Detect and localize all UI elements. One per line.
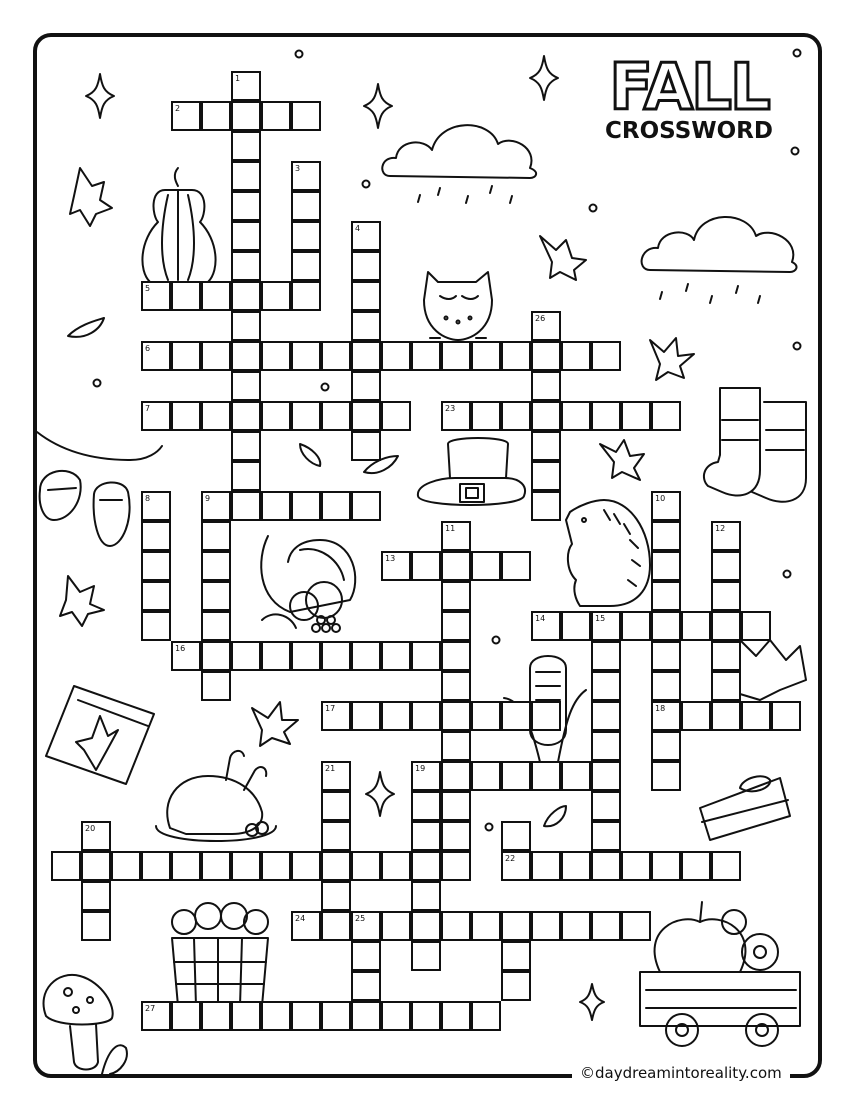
- grid-cell[interactable]: [561, 911, 591, 941]
- clue-number: 27: [145, 1004, 156, 1013]
- grid-cell[interactable]: [621, 401, 651, 431]
- grid-cell[interactable]: [171, 1001, 201, 1031]
- clue-number: 20: [85, 824, 96, 833]
- grid-cell[interactable]: [711, 671, 741, 701]
- grid-cell[interactable]: [381, 701, 411, 731]
- grid-cell[interactable]: [351, 281, 381, 311]
- grid-cell[interactable]: [231, 341, 261, 371]
- grid-cell[interactable]: [201, 281, 231, 311]
- grid-cell[interactable]: [441, 671, 471, 701]
- grid-cell[interactable]: [441, 611, 471, 641]
- grid-cell[interactable]: [261, 281, 291, 311]
- grid-cell[interactable]: [351, 431, 381, 461]
- clue-number: 3: [295, 164, 301, 173]
- clue-number: 24: [295, 914, 306, 923]
- grid-cell[interactable]: [711, 581, 741, 611]
- grid-cell[interactable]: [141, 851, 171, 881]
- grid-cell[interactable]: [351, 701, 381, 731]
- grid-cell[interactable]: [441, 341, 471, 371]
- grid-cell[interactable]: [591, 731, 621, 761]
- grid-cell[interactable]: [501, 761, 531, 791]
- grid-cell[interactable]: [261, 641, 291, 671]
- grid-cell[interactable]: [261, 851, 291, 881]
- grid-cell[interactable]: [351, 371, 381, 401]
- grid-cell[interactable]: [591, 671, 621, 701]
- grid-cell[interactable]: [411, 641, 441, 671]
- grid-cell[interactable]: [531, 761, 561, 791]
- clue-number: 11: [445, 524, 456, 533]
- grid-cell[interactable]: [261, 101, 291, 131]
- grid-cell[interactable]: [591, 641, 621, 671]
- grid-cell[interactable]: [411, 1001, 441, 1031]
- grid-cell[interactable]: [651, 521, 681, 551]
- grid-cell[interactable]: [591, 341, 621, 371]
- grid-cell[interactable]: [561, 611, 591, 641]
- clue-number: 2: [175, 104, 181, 113]
- grid-cell[interactable]: [621, 911, 651, 941]
- grid-cell[interactable]: [471, 701, 501, 731]
- clue-number: 23: [445, 404, 456, 413]
- grid-cell[interactable]: [651, 551, 681, 581]
- grid-cell[interactable]: [561, 341, 591, 371]
- grid-cell[interactable]: [531, 491, 561, 521]
- grid-cell[interactable]: [201, 101, 231, 131]
- grid-cell[interactable]: [411, 551, 441, 581]
- page-title: [594, 51, 784, 144]
- grid-cell[interactable]: [651, 851, 681, 881]
- title-line-1: FALL: [609, 51, 769, 125]
- grid-cell[interactable]: [351, 1001, 381, 1031]
- grid-cell[interactable]: [381, 851, 411, 881]
- grid-cell[interactable]: [561, 761, 591, 791]
- grid-cell[interactable]: [501, 341, 531, 371]
- grid-cell[interactable]: [231, 311, 261, 341]
- grid-cell[interactable]: [321, 881, 351, 911]
- grid-cell[interactable]: [231, 251, 261, 281]
- grid-cell[interactable]: [711, 641, 741, 671]
- grid-cell[interactable]: [651, 581, 681, 611]
- grid-cell[interactable]: [531, 341, 561, 371]
- grid-cell[interactable]: [261, 401, 291, 431]
- grid-cell[interactable]: [231, 401, 261, 431]
- grid-cell[interactable]: [201, 341, 231, 371]
- grid-cell[interactable]: [441, 551, 471, 581]
- grid-cell[interactable]: [231, 161, 261, 191]
- grid-cell[interactable]: [681, 611, 711, 641]
- clue-number: 1: [235, 74, 241, 83]
- grid-cell[interactable]: [441, 701, 471, 731]
- grid-cell[interactable]: [711, 851, 741, 881]
- grid-cell[interactable]: [441, 641, 471, 671]
- grid-cell[interactable]: [201, 851, 231, 881]
- clue-number: 6: [145, 344, 151, 353]
- grid-cell[interactable]: [651, 611, 681, 641]
- grid-cell[interactable]: [411, 911, 441, 941]
- grid-cell[interactable]: [651, 761, 681, 791]
- clue-number: 19: [415, 764, 426, 773]
- grid-cell[interactable]: [291, 1001, 321, 1031]
- grid-cell[interactable]: [441, 1001, 471, 1031]
- title-line-2: CROSSWORD: [605, 118, 773, 144]
- grid-cell[interactable]: [741, 701, 771, 731]
- grid-cell[interactable]: [471, 401, 501, 431]
- grid-cell[interactable]: [501, 551, 531, 581]
- grid-cell[interactable]: [651, 731, 681, 761]
- grid-cell[interactable]: [651, 671, 681, 701]
- grid-cell[interactable]: [711, 701, 741, 731]
- grid-cell[interactable]: [261, 341, 291, 371]
- grid-cell[interactable]: [561, 851, 591, 881]
- grid-cell[interactable]: [501, 941, 531, 971]
- grid-cell[interactable]: [591, 701, 621, 731]
- grid-cell[interactable]: [171, 851, 201, 881]
- grid-cell[interactable]: [531, 851, 561, 881]
- grid-cell[interactable]: [291, 101, 321, 131]
- grid-cell[interactable]: [141, 521, 171, 551]
- grid-cell[interactable]: [231, 221, 261, 251]
- grid-cell[interactable]: [441, 791, 471, 821]
- grid-cell[interactable]: [441, 821, 471, 851]
- grid-cell[interactable]: [231, 1001, 261, 1031]
- grid-cell[interactable]: [531, 461, 561, 491]
- grid-cell[interactable]: [471, 1001, 501, 1031]
- clue-number: 21: [325, 764, 336, 773]
- grid-cell[interactable]: [591, 761, 621, 791]
- grid-cell[interactable]: [351, 341, 381, 371]
- grid-cell[interactable]: [621, 851, 651, 881]
- grid-cell[interactable]: [441, 851, 471, 881]
- grid-cell[interactable]: [321, 641, 351, 671]
- grid-cell[interactable]: [531, 431, 561, 461]
- grid-cell[interactable]: [381, 341, 411, 371]
- grid-cell[interactable]: [501, 701, 531, 731]
- grid-cell[interactable]: [261, 1001, 291, 1031]
- grid-cell[interactable]: [291, 251, 321, 281]
- grid-cell[interactable]: [381, 1001, 411, 1031]
- grid-cell[interactable]: [711, 611, 741, 641]
- grid-cell[interactable]: [201, 611, 231, 641]
- grid-cell[interactable]: [351, 401, 381, 431]
- grid-cell[interactable]: [321, 401, 351, 431]
- grid-cell[interactable]: [231, 851, 261, 881]
- clue-number: 12: [715, 524, 726, 533]
- grid-cell[interactable]: [291, 221, 321, 251]
- grid-cell[interactable]: [291, 341, 321, 371]
- grid-cell[interactable]: [471, 911, 501, 941]
- clue-number: 14: [535, 614, 546, 623]
- grid-cell[interactable]: [231, 491, 261, 521]
- grid-cell[interactable]: [351, 641, 381, 671]
- grid-cell[interactable]: [591, 821, 621, 851]
- grid-cell[interactable]: [411, 821, 441, 851]
- grid-cell[interactable]: [291, 851, 321, 881]
- grid-cell[interactable]: [411, 851, 441, 881]
- grid-cell[interactable]: [501, 401, 531, 431]
- grid-cell[interactable]: [291, 491, 321, 521]
- grid-cell[interactable]: [171, 401, 201, 431]
- grid-cell[interactable]: [231, 101, 261, 131]
- grid-cell[interactable]: [291, 401, 321, 431]
- grid-cell[interactable]: [381, 401, 411, 431]
- grid-cell[interactable]: [321, 821, 351, 851]
- grid-cell[interactable]: [321, 1001, 351, 1031]
- grid-cell[interactable]: [501, 911, 531, 941]
- grid-cell[interactable]: [441, 581, 471, 611]
- grid-cell[interactable]: [111, 851, 141, 881]
- grid-cell[interactable]: [291, 281, 321, 311]
- clue-number: 15: [595, 614, 606, 623]
- grid-cell[interactable]: [621, 611, 651, 641]
- grid-cell[interactable]: [201, 671, 231, 701]
- grid-cell[interactable]: [321, 491, 351, 521]
- grid-cell[interactable]: [321, 791, 351, 821]
- grid-cell[interactable]: [531, 911, 561, 941]
- clue-number: 22: [505, 854, 516, 863]
- grid-cell[interactable]: [411, 881, 441, 911]
- grid-cell[interactable]: [351, 311, 381, 341]
- grid-cell[interactable]: [531, 371, 561, 401]
- grid-cell[interactable]: [351, 491, 381, 521]
- grid-cell[interactable]: [201, 641, 231, 671]
- grid-cell[interactable]: [351, 851, 381, 881]
- clue-number: 7: [145, 404, 151, 413]
- grid-cell[interactable]: [441, 911, 471, 941]
- grid-cell[interactable]: [441, 731, 471, 761]
- grid-cell[interactable]: [81, 881, 111, 911]
- grid-cell[interactable]: [411, 791, 441, 821]
- grid-cell[interactable]: [231, 371, 261, 401]
- grid-cell[interactable]: [651, 401, 681, 431]
- grid-cell[interactable]: [771, 701, 801, 731]
- grid-cell[interactable]: [681, 701, 711, 731]
- grid-cell[interactable]: [291, 191, 321, 221]
- grid-cell[interactable]: [141, 611, 171, 641]
- grid-cell[interactable]: [231, 191, 261, 221]
- grid-cell[interactable]: [171, 341, 201, 371]
- grid-cell[interactable]: [441, 761, 471, 791]
- grid-cell[interactable]: [411, 941, 441, 971]
- grid-cell[interactable]: [591, 401, 621, 431]
- grid-cell[interactable]: [141, 581, 171, 611]
- grid-cell[interactable]: [201, 521, 231, 551]
- grid-cell[interactable]: [711, 551, 741, 581]
- grid-cell[interactable]: [531, 401, 561, 431]
- grid-cell[interactable]: [351, 971, 381, 1001]
- grid-cell[interactable]: [681, 851, 711, 881]
- grid-cell[interactable]: [171, 281, 201, 311]
- grid-cell[interactable]: [201, 581, 231, 611]
- clue-number: 13: [385, 554, 396, 563]
- clue-number: 16: [175, 644, 186, 653]
- credit-text: ©daydreamintoreality.com: [572, 1064, 790, 1082]
- grid-cell[interactable]: [411, 341, 441, 371]
- grid-cell[interactable]: [231, 461, 261, 491]
- clue-number: 4: [355, 224, 361, 233]
- grid-cell[interactable]: [231, 131, 261, 161]
- clue-number: 8: [145, 494, 151, 503]
- grid-cell[interactable]: [651, 641, 681, 671]
- grid-cell[interactable]: [201, 551, 231, 581]
- grid-cell[interactable]: [231, 641, 261, 671]
- grid-cell[interactable]: [51, 851, 81, 881]
- grid-cell[interactable]: [351, 941, 381, 971]
- clue-number: 26: [535, 314, 546, 323]
- grid-cell[interactable]: [291, 641, 321, 671]
- grid-cell[interactable]: [381, 911, 411, 941]
- grid-cell[interactable]: [321, 341, 351, 371]
- grid-cell[interactable]: [531, 701, 561, 731]
- grid-cell[interactable]: [351, 251, 381, 281]
- clue-number: 25: [355, 914, 366, 923]
- clue-number: 18: [655, 704, 666, 713]
- grid-cell[interactable]: [501, 821, 531, 851]
- grid-cell[interactable]: [471, 341, 501, 371]
- grid-cell[interactable]: [201, 401, 231, 431]
- grid-cell[interactable]: [741, 611, 771, 641]
- grid-cell[interactable]: [81, 851, 111, 881]
- grid-cell[interactable]: [561, 401, 591, 431]
- clue-number: 9: [205, 494, 211, 503]
- clue-number: 5: [145, 284, 151, 293]
- grid-cell[interactable]: [591, 911, 621, 941]
- grid-cell[interactable]: [261, 491, 291, 521]
- clue-number: 10: [655, 494, 666, 503]
- grid-cell[interactable]: [231, 431, 261, 461]
- clue-number: 17: [325, 704, 336, 713]
- grid-cell[interactable]: [501, 971, 531, 1001]
- grid-cell[interactable]: [411, 701, 441, 731]
- grid-cell[interactable]: [321, 851, 351, 881]
- grid-cell[interactable]: [591, 851, 621, 881]
- grid-cell[interactable]: [471, 551, 501, 581]
- grid-cell[interactable]: [201, 1001, 231, 1031]
- grid-cell[interactable]: [471, 761, 501, 791]
- grid-cell[interactable]: [321, 911, 351, 941]
- grid-cell[interactable]: [591, 791, 621, 821]
- grid-cell[interactable]: [81, 911, 111, 941]
- grid-cell[interactable]: [381, 641, 411, 671]
- grid-cell[interactable]: [141, 551, 171, 581]
- grid-cell[interactable]: [231, 281, 261, 311]
